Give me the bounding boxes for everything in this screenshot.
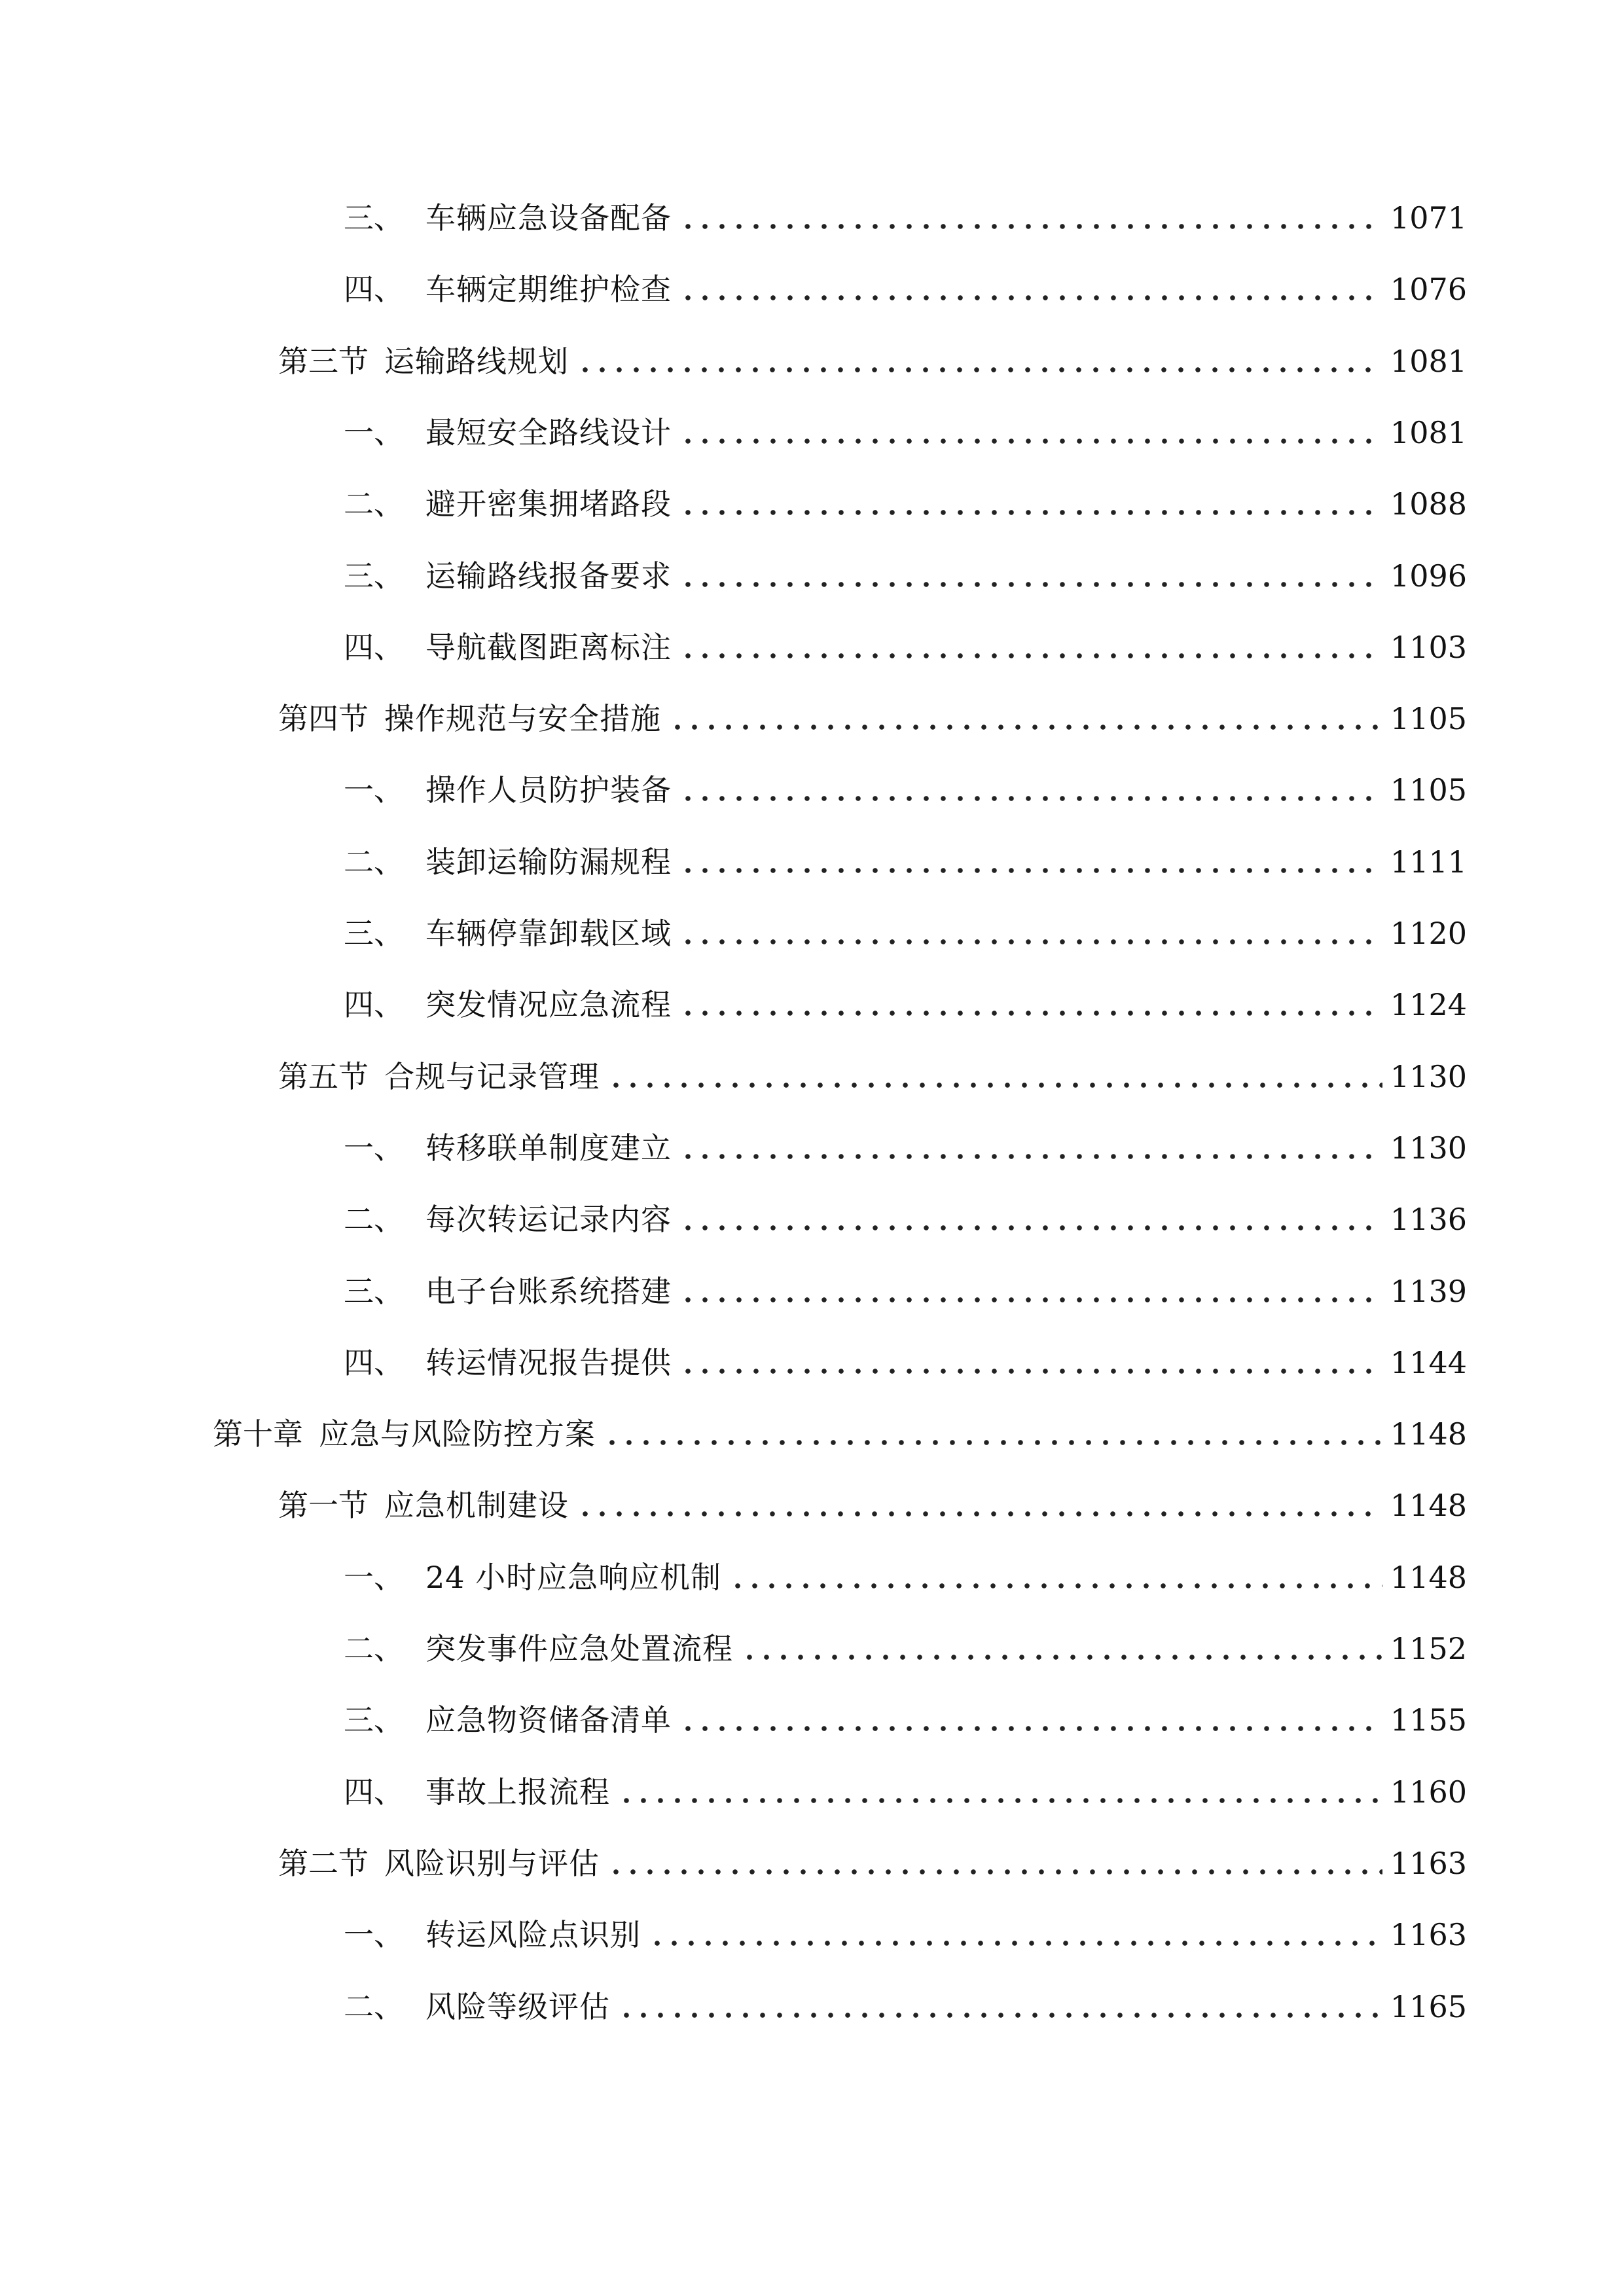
toc-entry[interactable] [344,1330,1467,1382]
toc-entry-number: 一、 [344,772,404,808]
toc-dot-leader [618,2012,1382,2018]
toc-entry-number: 二、 [344,1202,404,1237]
toc-dot-leader [618,1797,1382,1804]
toc-entry-number: 第三节 [278,344,369,379]
toc-entry-number: 四、 [344,630,404,665]
toc-entry-page-number: 1148 [1390,1416,1467,1452]
toc-entry-number: 四、 [344,1345,404,1380]
toc-entry-page-number: 1136 [1390,1202,1467,1237]
toc-entry-title: 转运情况报告提供 [425,1345,672,1380]
toc-entry-page-number: 1163 [1390,1846,1467,1881]
toc-entry-title: 每次转运记录内容 [425,1202,672,1237]
toc-entry-page-number: 1103 [1390,630,1467,665]
toc-entry-title: 运输路线报备要求 [425,558,672,594]
toc-entry-title: 合规与记录管理 [384,1059,600,1094]
toc-entry-page-number: 1105 [1390,772,1467,808]
toc-dot-leader [679,295,1382,301]
toc-entry-number: 一、 [344,1560,404,1595]
toc-entry-page-number: 1139 [1390,1274,1467,1309]
toc-entry-page-number: 1111 [1390,844,1467,880]
toc-entry-page-number: 1130 [1390,1130,1467,1166]
toc-entry-title: 车辆停靠卸载区域 [425,916,672,951]
toc-dot-leader [679,939,1382,945]
toc-entry-page-number: 1163 [1390,1917,1467,1952]
toc-dot-leader [679,223,1382,230]
toc-dot-leader [679,867,1382,874]
toc-entry-number: 第四节 [278,701,369,736]
toc-entry[interactable] [344,1545,1467,1597]
toc-entry-page-number: 1096 [1390,558,1467,594]
toc-entry-number: 三、 [344,916,404,951]
toc-entry-page-number: 1071 [1390,200,1467,236]
toc-entry-number: 三、 [344,558,404,594]
toc-entry-number: 三、 [344,200,404,236]
toc-entry[interactable] [344,543,1467,596]
toc-entry-title: 应急物资储备清单 [425,1702,672,1738]
toc-entry-page-number: 1081 [1390,415,1467,450]
toc-dot-leader [604,1439,1382,1446]
toc-entry-page-number: 1160 [1390,1774,1467,1810]
toc-dot-leader [607,1082,1382,1088]
toc-entry-title: 应急机制建设 [384,1488,569,1523]
toc-entry-title: 操作规范与安全措施 [384,701,661,736]
toc-entry-title: 运输路线规划 [384,344,569,379]
toc-entry[interactable] [344,1687,1467,1740]
toc-entry-title: 操作人员防护装备 [425,772,672,808]
toc-entry[interactable] [344,257,1467,309]
toc-entry-number: 第一节 [278,1488,369,1523]
toc-entry[interactable] [278,329,1467,381]
toc-entry-title: 避开密集拥堵路段 [425,486,672,522]
toc-entry-number: 二、 [344,486,404,522]
toc-dot-leader [741,1654,1382,1660]
toc-entry-page-number: 1165 [1390,1989,1467,2024]
toc-dot-leader [679,1297,1382,1303]
toc-entry[interactable] [344,1616,1467,1668]
toc-entry-number: 一、 [344,1917,404,1952]
toc-entry[interactable] [344,1259,1467,1311]
toc-entry-title: 装卸运输防漏规程 [425,844,672,880]
toc-entry[interactable] [344,400,1467,452]
toc-entry-page-number: 1148 [1390,1560,1467,1595]
toc-entry-number: 第五节 [278,1059,369,1094]
toc-entry-title: 应急与风险防控方案 [319,1416,596,1452]
toc-entry-page-number: 1120 [1390,916,1467,951]
toc-entry-number: 四、 [344,272,404,307]
toc-entry-page-number: 1105 [1390,701,1467,736]
toc-entry[interactable] [278,1831,1467,1883]
toc-entry-number: 三、 [344,1702,404,1738]
toc-entry[interactable] [344,1187,1467,1239]
toc-entry-title: 电子台账系统搭建 [425,1274,672,1309]
toc-entry[interactable] [344,185,1467,238]
toc-dot-leader [607,1869,1382,1875]
toc-entry-title: 风险等级评估 [425,1989,610,2024]
toc-entry-page-number: 1144 [1390,1345,1467,1380]
toc-entry-number: 第二节 [278,1846,369,1881]
toc-entry-number: 四、 [344,1774,404,1810]
toc-entry-number: 一、 [344,415,404,450]
toc-entry[interactable] [213,1401,1467,1454]
toc-entry[interactable] [344,901,1467,953]
toc-entry-title: 车辆定期维护检查 [425,272,672,307]
toc-entry-page-number: 1130 [1390,1059,1467,1094]
toc-entry-number: 第十章 [213,1416,303,1452]
toc-dot-leader [729,1583,1382,1589]
toc-dot-leader [679,795,1382,802]
toc-dot-leader [679,509,1382,516]
toc-dot-leader [577,1511,1382,1517]
toc-dot-leader [679,1368,1382,1374]
toc-entry[interactable] [344,757,1467,810]
toc-entry-page-number: 1155 [1390,1702,1467,1738]
toc-entry-title: 导航截图距离标注 [425,630,672,665]
toc-entry[interactable] [278,1473,1467,1525]
toc-entry-page-number: 1152 [1390,1631,1467,1666]
toc-dot-leader [679,581,1382,588]
toc-entry[interactable] [344,1902,1467,1954]
toc-entry[interactable] [344,829,1467,882]
toc-entry[interactable] [344,471,1467,524]
toc-entry-page-number: 1081 [1390,344,1467,379]
toc-entry[interactable] [344,972,1467,1024]
toc-dot-leader [679,1225,1382,1231]
toc-entry-title: 转移联单制度建立 [425,1130,672,1166]
toc-entry[interactable] [344,1115,1467,1168]
toc-dot-leader [679,1725,1382,1732]
toc-entry[interactable] [278,686,1467,738]
toc-entry-title: 突发情况应急流程 [425,987,672,1022]
toc-entry-title: 风险识别与评估 [384,1846,600,1881]
toc-dot-leader [679,1153,1382,1160]
toc-entry-number: 一、 [344,1130,404,1166]
toc-entry-number: 二、 [344,1989,404,2024]
toc-entry-title: 车辆应急设备配备 [425,200,672,236]
toc-entry-number: 二、 [344,844,404,880]
toc-entry-number: 三、 [344,1274,404,1309]
toc-entry-page-number: 1076 [1390,272,1467,307]
toc-entry-title: 转运风险点识别 [425,1917,641,1952]
toc-entry[interactable] [344,1759,1467,1812]
toc-dot-leader [679,1010,1382,1016]
toc-dot-leader [577,367,1382,373]
toc-dot-leader [669,724,1382,730]
toc-entry[interactable] [344,615,1467,667]
toc-entry-page-number: 1088 [1390,486,1467,522]
toc-entry-number: 四、 [344,987,404,1022]
toc-entry-title: 事故上报流程 [425,1774,610,1810]
toc-entry[interactable] [278,1044,1467,1096]
toc-entry-title: 突发事件应急处置流程 [425,1631,733,1666]
toc-entry-number: 二、 [344,1631,404,1666]
toc-entry[interactable] [344,1974,1467,2026]
toc-dot-leader [649,1940,1382,1946]
toc-dot-leader [679,653,1382,659]
toc-entry-page-number: 1124 [1390,987,1467,1022]
toc-entry-title: 24 小时应急响应机制 [425,1560,722,1595]
toc-dot-leader [679,438,1382,444]
toc-entry-title: 最短安全路线设计 [425,415,672,450]
toc-entry-page-number: 1148 [1390,1488,1467,1523]
